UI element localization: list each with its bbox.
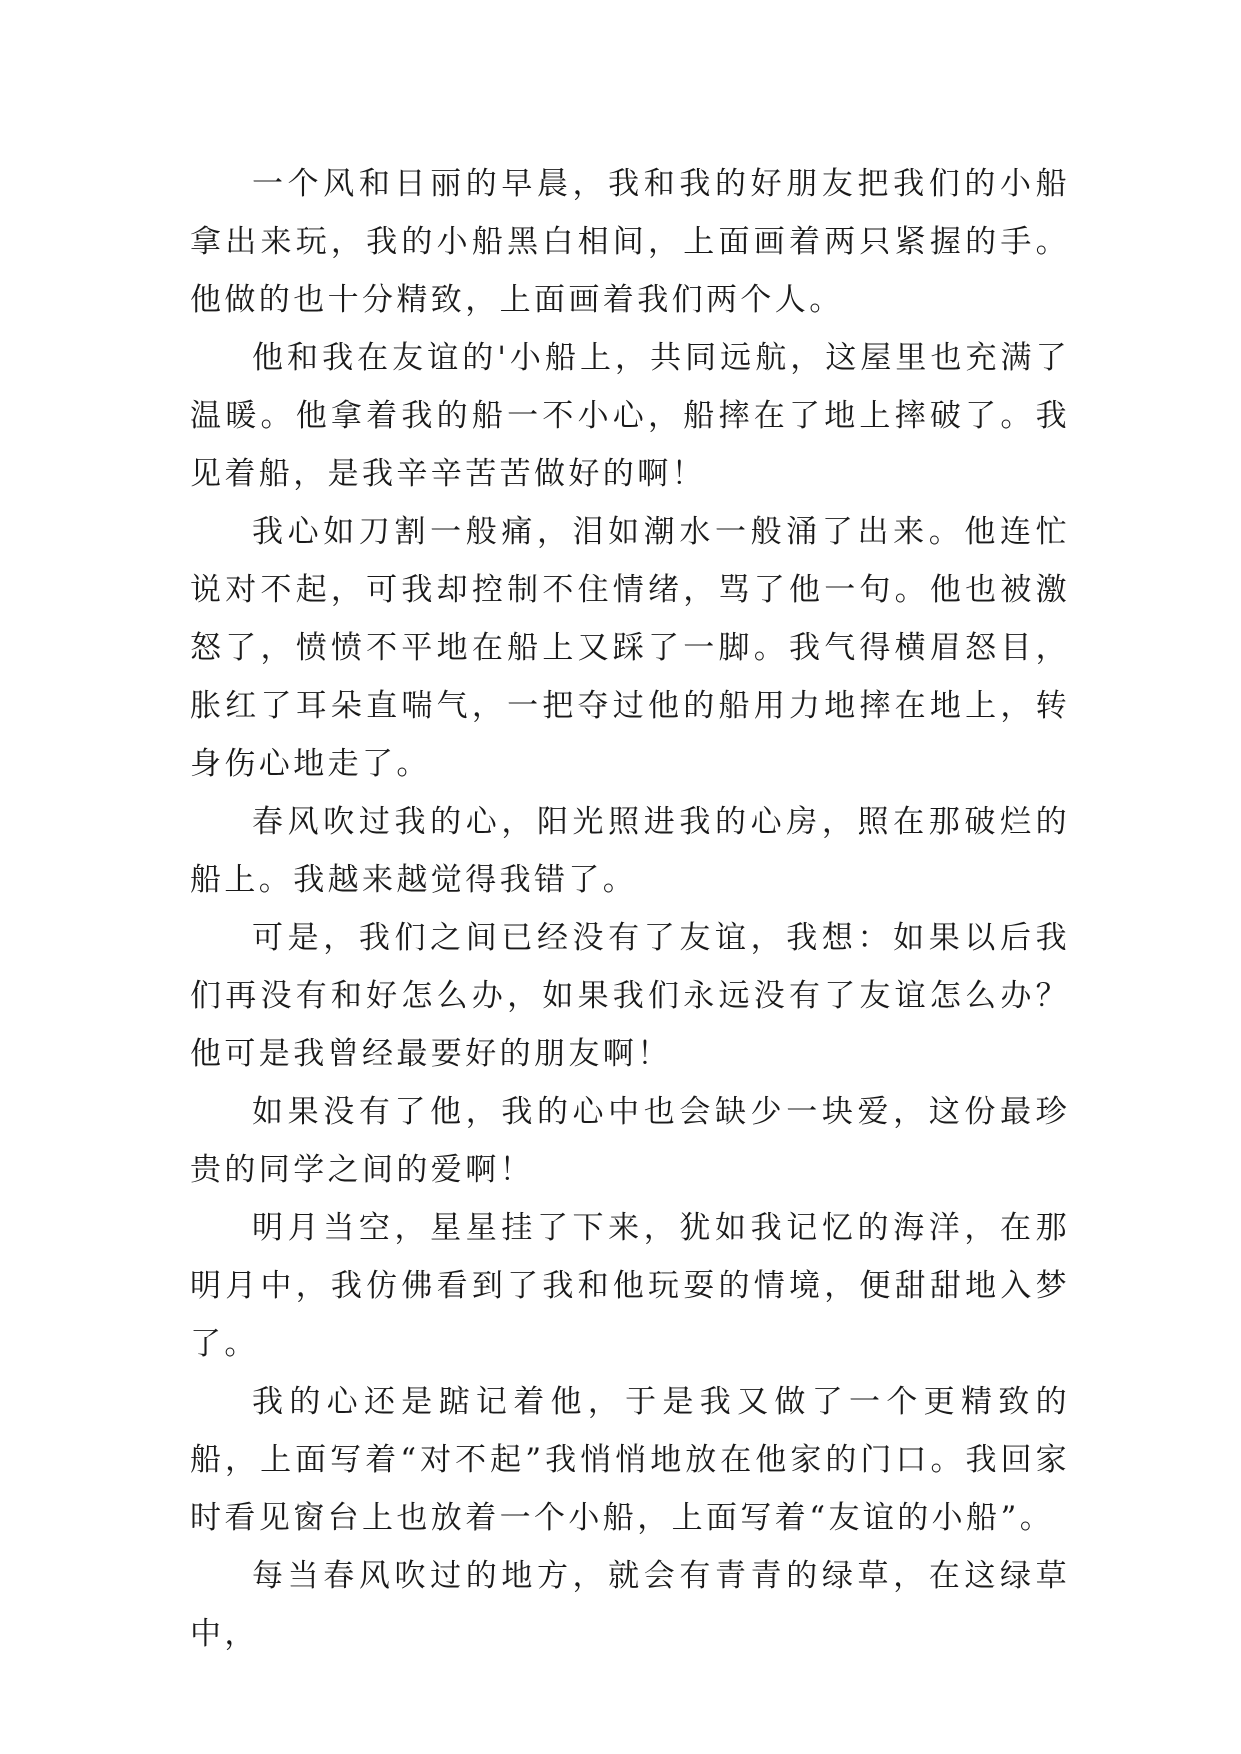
paragraph-3: 我心如刀割一般痛，泪如潮水一般涌了出来。他连忙说对不起，可我却控制不住情绪，骂了他一句。他也被激怒了，愤愤不平地在船上又踩了一脚。我气得横眉怒目，胀红了耳朵直喘气，一把夺过他的船用力地摔在地上，转身伤心地走了。 bbox=[190, 514, 1070, 782]
paragraph-8: 我的心还是踮记着他，于是我又做了一个更精致的船，上面写着“对不起”我悄悄地放在他家的门口。我回家时看见窗台上也放着一个小船，上面写着“友谊的小船”。 bbox=[190, 1384, 1070, 1536]
paragraph-6: 如果没有了他，我的心中也会缺少一块爱，这份最珍贵的同学之间的爱啊！ bbox=[190, 1094, 1070, 1188]
paragraph-5: 可是，我们之间已经没有了友谊，我想：如果以后我们再没有和好怎么办，如果我们永远没有了友谊怎么办？他可是我曾经最要好的朋友啊！ bbox=[190, 920, 1070, 1072]
paragraph-9: 每当春风吹过的地方，就会有青青的绿草，在这绿草中， bbox=[190, 1558, 1070, 1652]
article-body bbox=[190, 155, 1070, 1663]
paragraph-1: 一个风和日丽的早晨，我和我的好朋友把我们的小船拿出来玩，我的小船黑白相间，上面画着两只紧握的手。他做的也十分精致，上面画着我们两个人。 bbox=[190, 166, 1070, 318]
paragraph-2: 他和我在友谊的'小船上，共同远航，这屋里也充满了温暖。他拿着我的船一不小心，船摔在了地上摔破了。我见着船，是我辛辛苦苦做好的啊！ bbox=[190, 340, 1070, 492]
paragraph-4: 春风吹过我的心，阳光照进我的心房，照在那破烂的船上。我越来越觉得我错了。 bbox=[190, 804, 1070, 898]
paragraph-7: 明月当空，星星挂了下来，犹如我记忆的海洋，在那明月中，我仿佛看到了我和他玩耍的情境，便甜甜地入梦了。 bbox=[190, 1210, 1070, 1362]
